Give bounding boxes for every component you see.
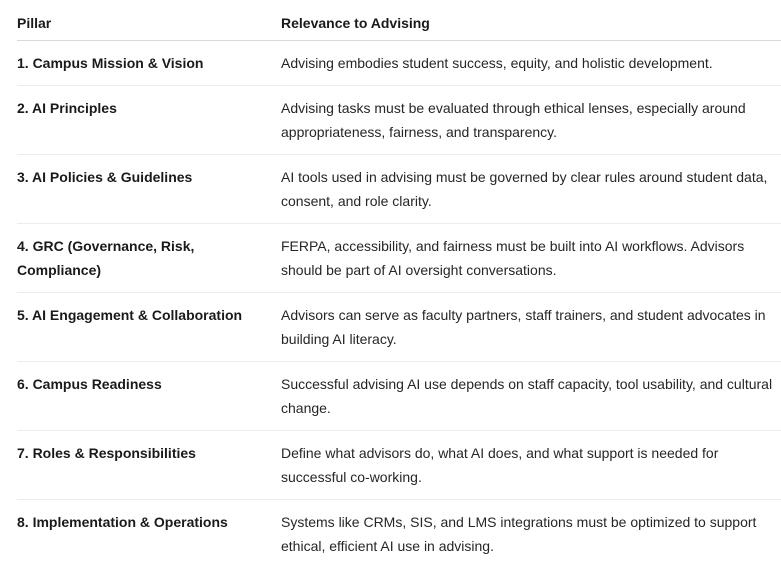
pillar-cell: 2. AI Principles bbox=[17, 100, 117, 116]
table-row bbox=[17, 500, 781, 569]
table-header bbox=[17, 0, 781, 41]
table-row bbox=[17, 86, 781, 155]
relevance-cell: Successful advising AI use depends on staff capacity, tool usability, and cultural change. bbox=[281, 376, 773, 416]
table-row bbox=[17, 431, 781, 500]
relevance-cell: FERPA, accessibility, and fairness must be built into AI workflows. Advisors should be part of AI oversight conversations. bbox=[281, 238, 745, 278]
table-row bbox=[17, 362, 781, 431]
pillar-cell: 1. Campus Mission & Vision bbox=[17, 55, 204, 71]
relevance-cell: Systems like CRMs, SIS, and LMS integrations must be optimized to support ethical, efficient AI use in advising. bbox=[281, 514, 757, 554]
pillar-cell: 7. Roles & Responsibilities bbox=[17, 445, 196, 461]
table-row bbox=[17, 41, 781, 86]
column-header-relevance: Relevance to Advising bbox=[281, 15, 430, 31]
table-row bbox=[17, 224, 781, 293]
relevance-cell: AI tools used in advising must be governed by clear rules around student data, consent, and role clarity. bbox=[281, 169, 768, 209]
relevance-cell: Advising tasks must be evaluated through ethical lenses, especially around appropriateness, fairness, and transparency. bbox=[281, 100, 746, 140]
pillar-cell: 6. Campus Readiness bbox=[17, 376, 162, 392]
pillar-cell: 8. Implementation & Operations bbox=[17, 514, 228, 530]
column-header-pillar: Pillar bbox=[17, 15, 52, 31]
pillar-cell: 5. AI Engagement & Collaboration bbox=[17, 307, 243, 323]
relevance-cell: Advising embodies student success, equity, and holistic development. bbox=[281, 55, 713, 71]
table-row bbox=[17, 293, 781, 362]
pillar-cell: 4. GRC (Governance, Risk, Compliance) bbox=[17, 238, 195, 278]
table-row bbox=[17, 155, 781, 224]
relevance-cell: Define what advisors do, what AI does, and what support is needed for successful co-working. bbox=[281, 445, 719, 485]
pillar-cell: 3. AI Policies & Guidelines bbox=[17, 169, 193, 185]
relevance-cell: Advisors can serve as faculty partners, staff trainers, and student advocates in building AI literacy. bbox=[281, 307, 766, 347]
pillars-table bbox=[17, 0, 781, 569]
